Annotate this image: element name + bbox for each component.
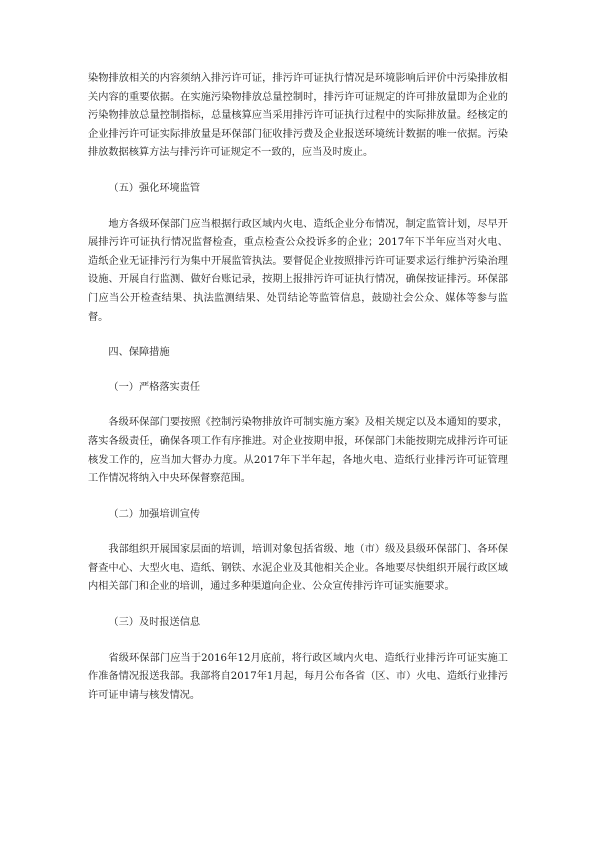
spacer [88, 489, 508, 506]
spacer [88, 163, 508, 180]
document-body [88, 70, 508, 705]
subsection-heading-training: （二）加强培训宣传 [108, 508, 201, 520]
paragraph-emission-data: 染物排放相关的内容须纳入排污许可证，排污许可证执行情况是环境影响后评价中污染排放相关内容的重要依据。在实施污染物排放总量控制时，排污许可证规定的许可排放量即为企业的污染物排放总量控制指标，总量核算应当采用排污许可证执行过程中的实际排放量。经核定的企业排污许可证实际排放量是环保部门征收排污费及企业报送环境统计数据的唯一依据。污染排放数据核算方法与排污许可证规定不一致的，应当及时废止。 [88, 73, 508, 159]
paragraph-training: 我部组织开展国家层面的培训，培训对象包括省级、地（市）级及县级环保部门、各环保督查中心、大型火电、造纸、钢铁、水泥企业及其他相关企业。各地要尽快组织开展行政区域内相关部门和企业的培训，通过多种渠道向企业、公众宣传排污许可证实施要求。 [88, 544, 508, 593]
spacer [88, 397, 508, 414]
spacer [88, 597, 508, 614]
spacer [88, 524, 508, 541]
paragraph-responsibility: 各级环保部门要按照《控制污染物排放许可制实施方案》及相关规定以及本通知的要求，落实各级责任，确保各项工作有序推进。对企业按期申报，环保部门未能按期完成排污许可证核发工作的，应当加大督办力度。从2017年下半年起，各地火电、造纸行业排污许可证管理工作情况将纳入中央环保督察范围。 [88, 417, 508, 485]
section-heading-safeguards: 四、保障措施 [108, 347, 170, 359]
paragraph-supervision: 地方各级环保部门应当根据行政区域内火电、造纸企业分布情况，制定监管计划，尽早开展排污许可证执行情况监督检查，重点检查公众投诉多的企业；2017年下半年应当对火电、造纸企业无证排污行为集中开展监管执法。要督促企业按照排污许可证要求运行维护污染治理设施、开展自行监测、做好台账记录，按期上报排污许可证执行情况，确保按证排污。环保部门应当公开检查结果、执法监测结果、处罚结论等监管信息，鼓励社会公众、媒体等参与监督。 [88, 218, 508, 323]
spacer [88, 363, 508, 379]
spacer [88, 633, 508, 650]
spacer [88, 327, 508, 344]
paragraph-reporting: 省级环保部门应当于2016年12月底前，将行政区域内火电、造纸行业排污许可证实施工作准备情况报送我部。我部将自2017年1月起，每月公布各省（区、市）火电、造纸行业排污许可证申请与核发情况。 [88, 652, 508, 701]
subsection-heading-responsibility: （一）严格落实责任 [108, 381, 201, 393]
subsection-heading-reporting: （三）及时报送信息 [108, 617, 201, 629]
spacer [88, 199, 508, 216]
section-heading-strengthen-supervision: （五）强化环境监管 [108, 182, 201, 194]
